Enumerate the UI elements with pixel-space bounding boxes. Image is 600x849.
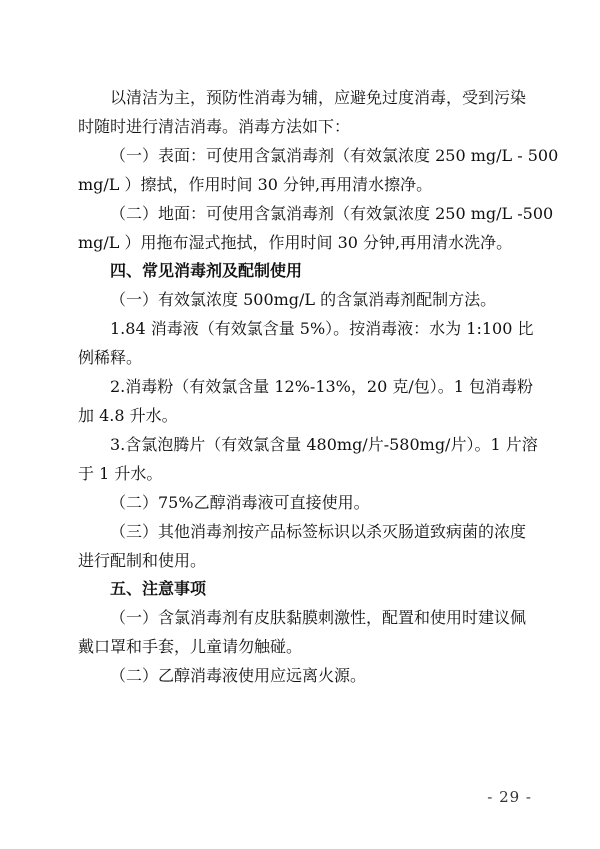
section-4-item-3-line-2: 进行配制和使用。 [78, 551, 207, 570]
section-4-sub-3-line-1: 3.含氯泡腾片（有效氯含量 480mg/片-580mg/片）。1 片溶 [110, 435, 538, 454]
surface-line-1: （一）表面：可使用含氯消毒剂（有效氯浓度 250 mg/L - 500 [110, 146, 559, 165]
section-4-sub-2-line-2: 加 4.8 升水。 [78, 406, 178, 425]
section-5-item-1-line-1: （一）含氯消毒剂有皮肤黏膜刺激性，配置和使用时建议佩 [110, 608, 527, 627]
section-4-sub-3-line-2: 于 1 升水。 [78, 464, 163, 483]
floor-line-1: （二）地面：可使用含氯消毒剂（有效氯浓度 250 mg/L -500 [110, 204, 554, 223]
section-5-item-1-line-2: 戴口罩和手套，儿童请勿触碰。 [78, 637, 303, 656]
intro-line-1: 以清洁为主，预防性消毒为辅，应避免过度消毒，受到污染 [110, 88, 527, 107]
floor-line-2: mg/L ）用拖布湿式拖拭，作用时间 30 分钟,再用清水洗净。 [78, 233, 513, 252]
section-4-sub-1-line-1: 1.84 消毒液（有效氯含量 5%）。按消毒液：水为 1:100 比 [110, 319, 534, 338]
section-4-item-3-line-1: （三）其他消毒剂按产品标签标识以杀灭肠道致病菌的浓度 [110, 522, 527, 541]
section-4-sub-2-line-1: 2.消毒粉（有效氯含量 12%-13%，20 克/包）。1 包消毒粉 [110, 377, 533, 396]
intro-line-2: 时随时进行清洁消毒。消毒方法如下： [78, 117, 351, 136]
section-4-heading: 四、常见消毒剂及配制使用 [110, 261, 303, 280]
section-4-item-2: （二）75%乙醇消毒液可直接使用。 [110, 493, 370, 512]
surface-line-2: mg/L ）擦拭，作用时间 30 分钟,再用清水擦净。 [78, 175, 433, 194]
section-5-heading: 五、注意事项 [110, 579, 207, 598]
page-number: - 29 - [487, 788, 532, 806]
section-4-sub-1-line-2: 例稀释。 [78, 348, 143, 367]
section-5-item-2: （二）乙醇消毒液使用应远离火源。 [110, 666, 367, 685]
section-4-item-1: （一）有效氯浓度 500mg/L 的含氯消毒剂配制方法。 [110, 290, 497, 309]
